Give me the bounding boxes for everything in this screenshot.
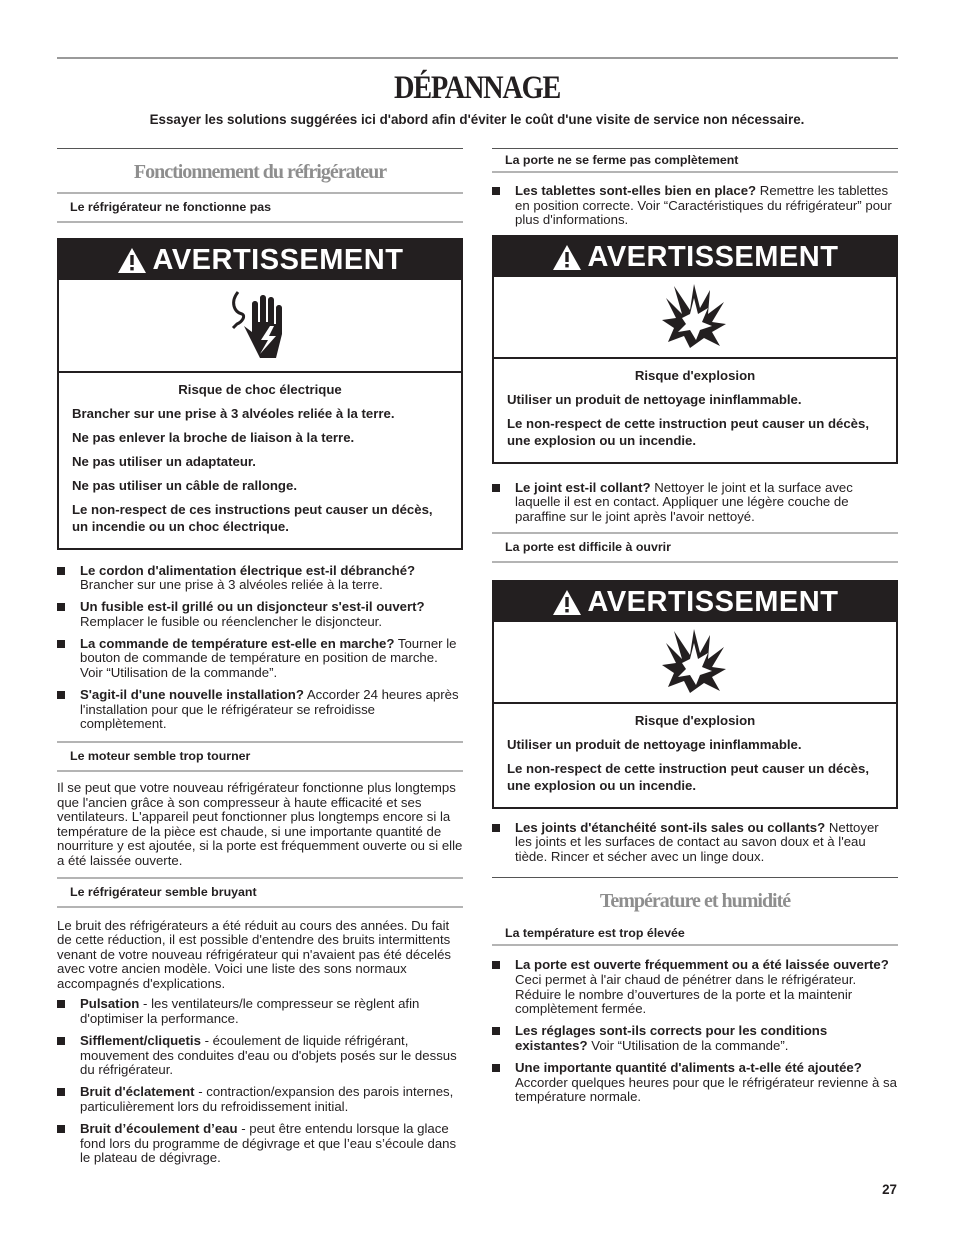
subsection-title: Le réfrigérateur semble bruyant [57,877,463,908]
warning-triangle-icon [552,589,582,616]
section-title-fonctionnement: Fonctionnement du réfrigérateur [57,148,463,192]
warning-box-explosion [492,235,898,464]
check-list [492,481,898,525]
warning-risk-title: Risque d'explosion [634,713,756,729]
paragraph: Il se peut que votre nouveau réfrigérateur fonctionne plus longtemps que l'ancien grâce à son compresseur à haute efficacité et ses ventilateurs. L'appareil peut fonctionner plus longtemps encore si la température de la pièce est chaude, si une importante quantité de nourriture y est ajoutée, si la porte est fréquemment ouverte ou si elle a été laissée ouverte. [57,779,463,868]
warning-header [494,237,896,277]
noise-list [57,997,463,1165]
list-item: Pulsation - les ventilateurs/le compresseur se règlent afin d'optimiser la performance. [57,997,463,1026]
subsection-title: Le réfrigérateur ne fonctionne pas [57,192,463,223]
check-list [492,821,898,865]
list-item: La porte est ouverte fréquemment ou a été laissée ouverte? Ceci permet à l'air chaud de pénétrer dans le réfrigérateur. Réduire le nombre d’ouvertures de la porte et la maintenir complètement fermée. [492,958,898,1016]
list-item: Bruit d’écoulement d’eau - peut être entendu lorsque la glace fond lors du programme de dégivrage et que l’eau s’écoule dans le plateau de dégivrage. [57,1122,463,1166]
warning-risk-title: Risque de choc électrique [178,382,342,397]
warning-box-electric [57,238,463,550]
warning-box-explosion-2 [492,580,898,809]
explosion-icon [494,277,896,359]
subsection-title: La porte ne se ferme pas complètement [492,148,898,173]
warning-line: Le non-respect de ces instructions peut causer un décès, un incendie ou un choc électrique. [72,502,433,534]
list-item: Le cordon d'alimentation électrique est-il débranché? Brancher sur une prise à 3 alvéoles reliée à la terre. [57,564,463,593]
list-item: Un fusible est-il grillé ou un disjoncteur s'est-il ouvert? Remplacer le fusible ou réenclencher le disjoncteur. [57,600,463,629]
page-number: 27 [882,1182,897,1197]
warning-line: Ne pas utiliser un câble de rallonge. [72,478,297,493]
explosion-icon [494,622,896,704]
list-item: La commande de température est-elle en marche? Tourner le bouton de commande de température en position de marche. Voir “Utilisation de la commande”. [57,637,463,681]
list-item: Une importante quantité d'aliments a-t-elle été ajoutée? Accorder quelques heures pour que le réfrigérateur revienne à sa température normale. [492,1061,898,1105]
subsection-title: La porte est difficile à ouvrir [492,532,898,563]
warning-line: Ne pas enlever la broche de liaison à la terre. [72,430,355,445]
list-item: Sifflement/cliquetis - écoulement de liquide réfrigérant, mouvement des conduites d'eau ou d'objets posés sur le dessus du réfrigérateur. [57,1034,463,1078]
warning-line: Le non-respect de cette instruction peut causer un décès, une explosion ou un incendie. [507,416,870,448]
warning-line: Ne pas utiliser un adaptateur. [72,454,256,469]
warning-header [59,240,461,280]
electric-shock-hand-icon [59,280,461,373]
warning-triangle-icon [117,247,147,274]
warning-line: Brancher sur une prise à 3 alvéoles reliée à la terre. [72,406,395,421]
list-item: Le joint est-il collant? Nettoyer le joint et la surface avec laquelle il est en contact. Appliquer une légère couche de paraffine sur le joint après l'avoir nettoyé. [492,481,898,525]
warning-line: Utiliser un produit de nettoyage ininflammable. [507,392,802,408]
warning-label: AVERTISSEMENT [152,243,404,276]
list-item: Les tablettes sont-elles bien en place? Remettre les tablettes en position correcte. Voir “Caractéristiques du réfrigérateur” pour plus d'informations. [492,184,898,228]
warning-body [494,359,896,462]
warning-body [494,704,896,807]
subsection-title: La température est trop élevée [492,921,898,946]
warning-line: Le non-respect de cette instruction peut causer un décès, une explosion ou un incendie. [507,761,870,793]
left-column [57,148,463,1173]
right-column [492,148,898,1112]
subsection-title: Le moteur semble trop tourner [57,741,463,772]
intro-text: Essayer les solutions suggérées ici d'abord afin d'éviter le coût d'une visite de service non nécessaire. [149,112,805,127]
check-list [492,184,898,228]
list-item: Les réglages sont-ils corrects pour les conditions existantes? Voir “Utilisation de la commande”. [492,1024,898,1053]
list-item: Les joints d'étanchéité sont-ils sales ou collants? Nettoyer les joints et les surfaces de contact au savon doux et à l'eau tiède. Rincer et sécher avec un linge doux. [492,821,898,865]
section-title-temperature: Température et humidité [492,877,898,921]
list-item: Bruit d'éclatement - contraction/expansion des parois internes, particulièrement lors du refroidissement initial. [57,1085,463,1114]
warning-header [494,582,896,622]
warning-body [59,373,461,548]
warning-risk-title: Risque d'explosion [634,368,756,384]
check-list [492,958,898,1104]
top-rule [57,57,898,59]
paragraph: Le bruit des réfrigérateurs a été réduit au cours des années. Du fait de cette réduction, il est possible d'entendre des bruits intermittents venant de votre nouveau réfrigérateur qui n'avaient pas été décelés avec votre ancien modèle. Voici une liste des sons normaux accompagnés d'explications. [57,917,452,991]
warning-line: Utiliser un produit de nettoyage ininflammable. [507,737,802,753]
warning-triangle-icon [552,244,582,271]
warning-label: AVERTISSEMENT [587,585,839,618]
page-title: DÉPANNAGE [393,70,561,106]
check-list [57,564,463,732]
list-item: S'agit-il d'une nouvelle installation? Accorder 24 heures après l'installation pour que le réfrigérateur se refroidisse complètement. [57,688,463,732]
warning-label: AVERTISSEMENT [587,240,839,273]
